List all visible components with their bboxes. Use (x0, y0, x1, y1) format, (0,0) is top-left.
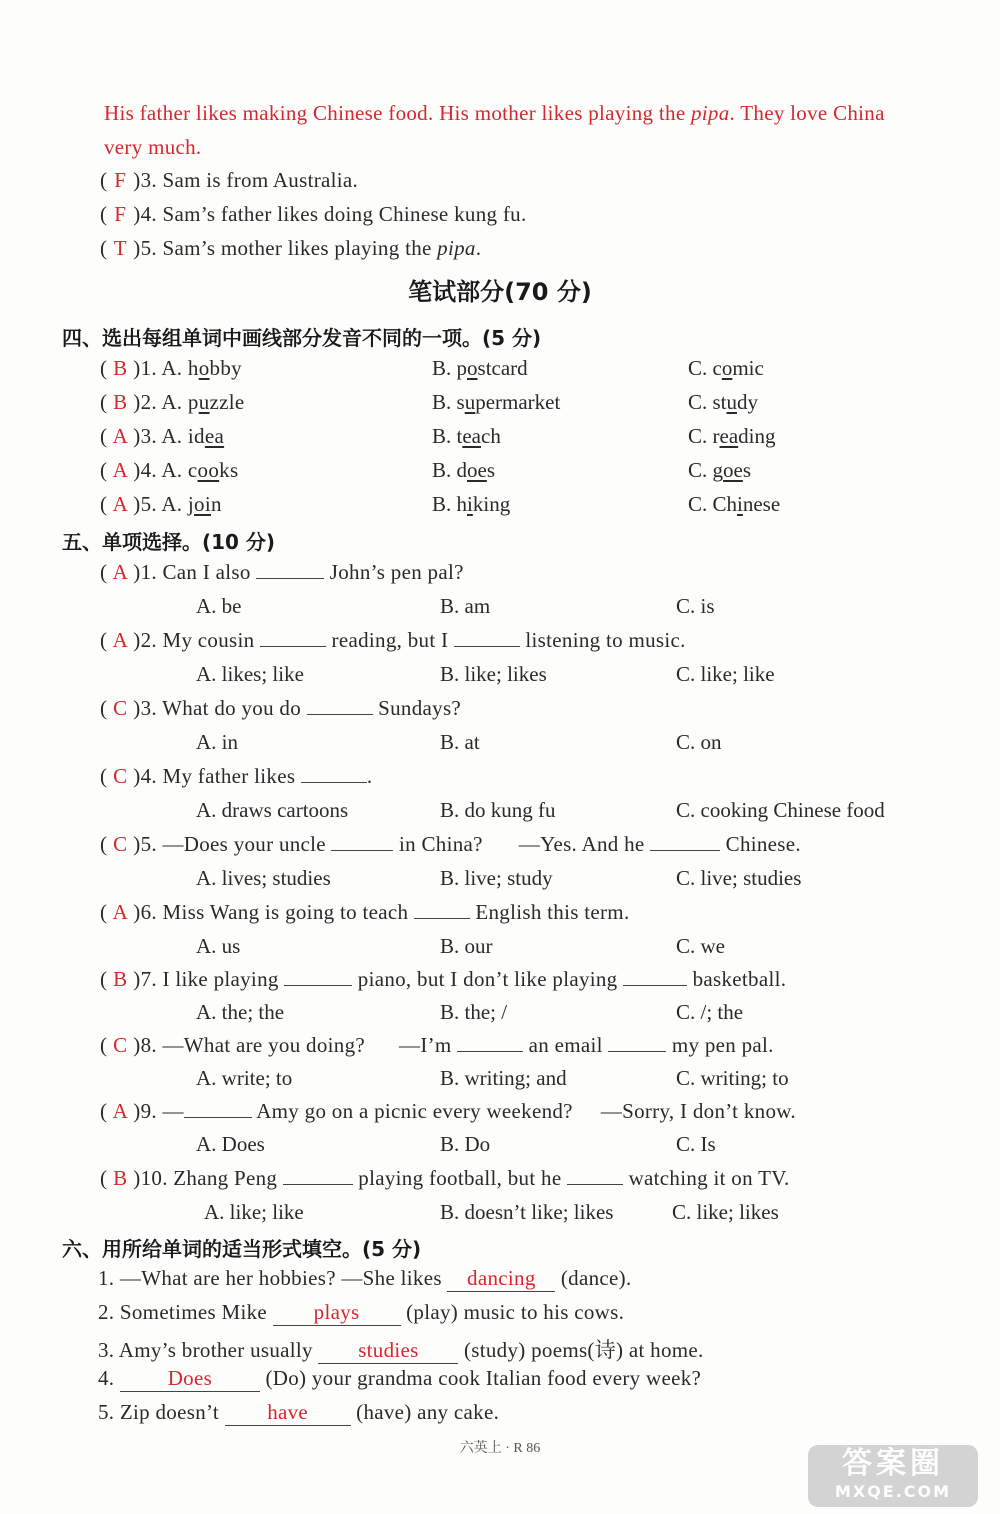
tf-item-4: ( F )4. Sam’s father likes doing Chinese kung fu. (100, 202, 527, 226)
option-b: B. at (440, 730, 480, 754)
page-footer: 六英上 · R 86 (459, 1441, 541, 1456)
phonics-item: ( A )4. A. cooks (100, 458, 239, 482)
option-a: A. in (196, 730, 238, 754)
option-b: B. the; / (440, 1000, 508, 1024)
option-c: C. /; the (676, 1000, 744, 1024)
tf-item-5: ( T )5. Sam’s mother likes playing the pipa. (100, 236, 482, 260)
answer-mark: F (114, 202, 127, 226)
mc-question-2: ( A )2. My cousin reading, but I listening to music. (100, 628, 686, 652)
option-a: A. be (196, 594, 242, 618)
option-a: A. like; like (204, 1200, 304, 1224)
passage-line-2: very much. (104, 135, 202, 159)
option-b: B. writing; and (440, 1066, 567, 1090)
mc-question-7: ( B )7. I like playing piano, but I don’t like playing basketball. (100, 967, 787, 991)
option-b: B. Do (440, 1132, 491, 1156)
page-title: 笔试部分(70 分) (408, 278, 592, 306)
phonics-item: ( B )2. A. puzzle (100, 390, 245, 414)
fill-item-1: 1. —What are her hobbies? —She likes dancing (dance). (98, 1266, 632, 1290)
option-b: B. like; likes (440, 662, 547, 686)
option-b: B. doesn’t like; likes (440, 1200, 614, 1224)
mc-question-3: ( C )3. What do you do Sundays? (100, 696, 462, 720)
option-a: A. write; to (196, 1066, 293, 1090)
mc-question-5: ( C )5. —Does your uncle in China? —Yes. And he Chinese. (100, 832, 801, 856)
option-a: A. likes; like (196, 662, 304, 686)
option-c: C. on (676, 730, 722, 754)
option-c: C. we (676, 934, 725, 958)
section-4-heading: 四、选出每组单词中画线部分发音不同的一项。(5 分) (62, 326, 542, 350)
passage-line-1: His father likes making Chinese food. His mother likes playing the pipa. They love China (104, 101, 885, 125)
mc-question-8: ( C )8. —What are you doing? —I’m an email my pen pal. (100, 1033, 774, 1057)
section-6-heading: 六、用所给单词的适当形式填空。(5 分) (62, 1237, 422, 1261)
option-b: B. our (440, 934, 493, 958)
fill-item-2: 2. Sometimes Mike plays (play) music to his cows. (98, 1300, 625, 1324)
option-c: C. is (676, 594, 715, 618)
option-c: C. Is (676, 1132, 716, 1156)
phonics-item: ( A )3. A. idea (100, 424, 225, 448)
fill-item-5: 5. Zip doesn’t have (have) any cake. (98, 1400, 500, 1424)
mc-question-4: ( C )4. My father likes . (100, 764, 373, 788)
option-a: A. us (196, 934, 241, 958)
option-a: A. lives; studies (196, 866, 331, 890)
phonics-item: ( A )5. A. join (100, 492, 222, 516)
watermark-logo: 答案圈 MXQE.COM (808, 1445, 978, 1507)
option-a: A. Does (196, 1132, 265, 1156)
option-b: B. do kung fu (440, 798, 556, 822)
option-b: B. am (440, 594, 491, 618)
phonics-item: ( B )1. A. hobby (100, 356, 242, 380)
fill-item-3: 3. Amy’s brother usually studies (study) poems(诗) at home. (98, 1338, 704, 1362)
tf-item-3: ( F )3. Sam is from Australia. (100, 168, 359, 192)
mc-question-9: ( A )9. — Amy go on a picnic every weekend? —Sorry, I don’t know. (100, 1099, 796, 1123)
option-c: C. like; like (676, 662, 775, 686)
answer-mark: F (114, 168, 127, 192)
option-a: A. the; the (196, 1000, 285, 1024)
mc-question-10: ( B )10. Zhang Peng playing football, but he watching it on TV. (100, 1166, 790, 1190)
option-c: C. writing; to (676, 1066, 789, 1090)
option-c: C. like; likes (672, 1200, 779, 1224)
answer-mark: T (113, 236, 127, 260)
section-5-heading: 五、单项选择。(10 分) (62, 530, 276, 554)
option-c: C. cooking Chinese food (676, 798, 885, 822)
option-c: C. live; studies (676, 866, 802, 890)
mc-question-6: ( A )6. Miss Wang is going to teach English this term. (100, 900, 630, 924)
fill-item-4: 4. Does (Do) your grandma cook Italian food every week? (98, 1366, 702, 1390)
mc-question-1: ( A )1. Can I also John’s pen pal? (100, 560, 464, 584)
option-a: A. draws cartoons (196, 798, 349, 822)
option-b: B. live; study (440, 866, 553, 890)
